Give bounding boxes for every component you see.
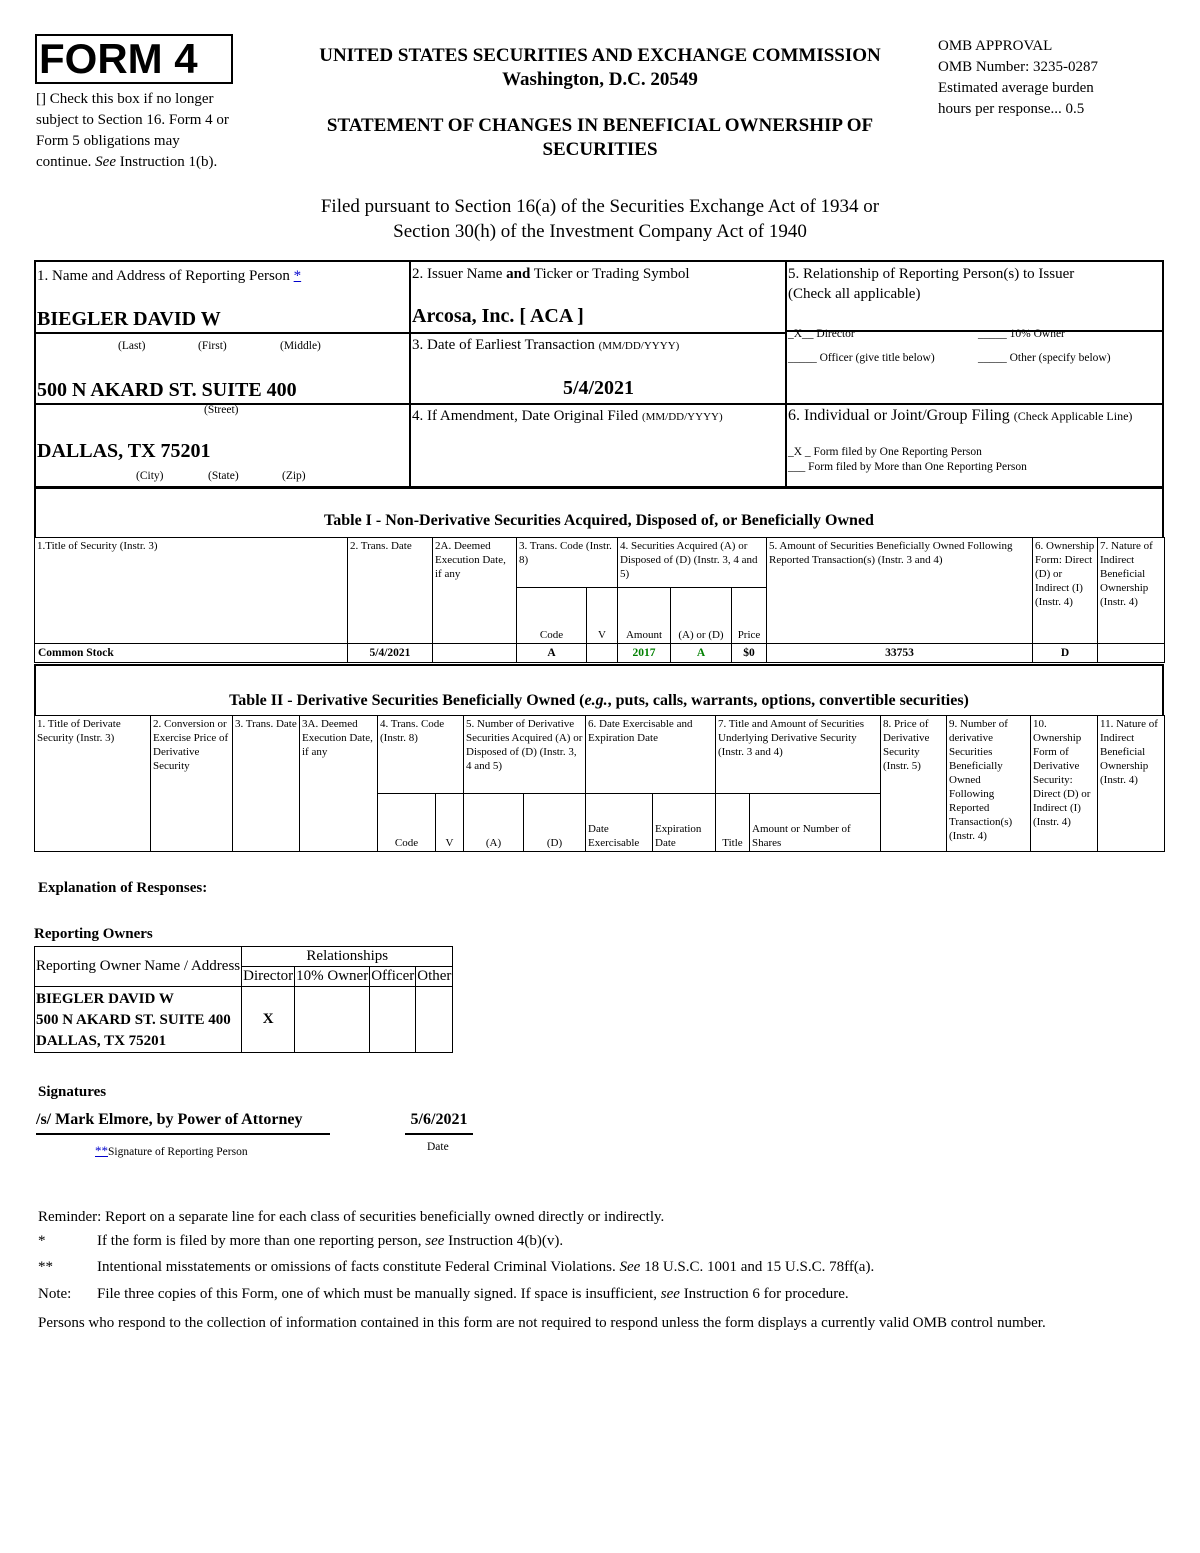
- other-checkbox[interactable]: _____ Other (specify below): [978, 352, 1111, 364]
- statement-title: STATEMENT OF CHANGES IN BENEFICIAL OWNERSHIP OF SECURITIES: [326, 115, 874, 160]
- street-address: 500 N AKARD ST. SUITE 400: [37, 379, 297, 401]
- box5-label: 5. Relationship of Reporting Person(s) to Issuer (Check all applicable): [788, 266, 1075, 302]
- date-caption: Date: [427, 1141, 449, 1153]
- footnote-note: File three copies of this Form, one of which must be manually signed. If space is insufficient, see Instruction 6 for procedure.: [97, 1286, 849, 1302]
- filed-pursuant: Filed pursuant to Section 16(a) of the Securities Exchange Act of 1934 or Section 30(h) of the Investment Company Act of 1940: [320, 196, 880, 242]
- signatures-heading: Signatures: [38, 1084, 107, 1100]
- one-person-option[interactable]: _X _ Form filed by One Reporting Person: [788, 446, 982, 458]
- omb-notice: Persons who respond to the collection of information contained in this form are not required to respond unless the form displays a currently valid OMB control number.: [38, 1315, 1046, 1331]
- box4-label: 4. If Amendment, Date Original Filed (MM/DD/YYYY): [412, 408, 723, 424]
- reporting-person-name: BIEGLER DAVID W: [37, 308, 221, 330]
- city-state-zip: DALLAS, TX 75201: [37, 440, 211, 462]
- box3-label: 3. Date of Earliest Transaction (MM/DD/YYYY): [412, 337, 680, 353]
- omb-approval: OMB APPROVAL OMB Number: 3235-0287 Estimated average burden hours per response... 0.5: [938, 38, 1098, 117]
- issuer-name: Arcosa, Inc. [ ACA ]: [412, 305, 584, 327]
- footnote-star-link[interactable]: *: [293, 268, 302, 284]
- footnote-2: Intentional misstatements or omissions of facts constitute Federal Criminal Violations. See 18 U.S.C. 1001 and 15 U.S.C. 78ff(a).: [97, 1259, 875, 1275]
- agency-title: UNITED STATES SECURITIES AND EXCHANGE COMMISSION Washington, D.C. 20549: [319, 45, 881, 90]
- check-box-note: [] Check this box if no longer subject to Section 16. Form 4 or Form 5 obligations may continue. See Instruction 1(b).: [36, 91, 229, 170]
- table1: 1.Title of Security (Instr. 3) 2. Trans. Date 2A. Deemed Execution Date, if any 3. Trans. Code (Instr. 8) 4. Securities Acquired (A) or Disposed of (D) (Instr. 3, 4 and 5) 5. Amount of Securities Beneficially Owned Following Reported Transaction(s) (Instr. 3 and 4) 6. Ownership Form: Direct (D) or Indirect (I) (Instr. 4) 7. Nature of Indirect Beneficial Ownership (Instr. 4) Code V Amount (A) or (D) Price Common Stock 5/4/2021 A 2017 A $0 33753 D: [34, 537, 1165, 663]
- footnote-1: If the form is filed by more than one reporting person, see Instruction 4(b)(v).: [97, 1233, 564, 1249]
- reporting-info-grid: 1. Name and Address of Reporting Person * BIEGLER DAVID W (Last) (First) (Middle) 500 N AKARD ST. SUITE 400 (Street) DALLAS, TX 75201 (City) (State) (Zip) 2. Issuer Name and Ticker or Trading Symbol Arcosa, Inc. [ ACA ] 3. Date of Earliest Transaction (MM/DD/YYYY) 5/4/2021 4. If Amendment, Date Original Filed (MM/DD/YYYY) 5. Relationship of Reporting Person(s) to Issuer (Check all applicable) _X__ Director _____ 10% Owner _____ Officer (give title below) _____ Other (specify below) 6. Individual or Joint/Group Filing (Check Applicable Line) _X _ Form filed by One Reporting Person ___ Form filed by More than One Reporting Person: [34, 260, 1164, 488]
- director-checkbox[interactable]: _X__ Director: [788, 328, 855, 340]
- table2-caption: Table II - Derivative Securities Beneficially Owned (e.g., puts, calls, warrants, options, convertible securities): [34, 664, 1164, 715]
- ten-pct-owner-checkbox[interactable]: _____ 10% Owner: [978, 328, 1065, 340]
- earliest-transaction-date: 5/4/2021: [562, 377, 635, 399]
- reporting-owners-heading: Reporting Owners: [34, 926, 153, 942]
- signature-date: 5/6/2021: [405, 1111, 473, 1135]
- footnote-double-star-link[interactable]: **: [95, 1143, 108, 1158]
- multi-person-option[interactable]: ___ Form filed by More than One Reporting Person: [788, 461, 1027, 473]
- box2-label: 2. Issuer Name and Ticker or Trading Symbol: [412, 266, 690, 282]
- box6-label: 6. Individual or Joint/Group Filing (Check Applicable Line): [788, 407, 1133, 424]
- officer-checkbox[interactable]: _____ Officer (give title below): [788, 352, 935, 364]
- signature-caption: **Signature of Reporting Person: [95, 1143, 248, 1158]
- form-title: FORM 4: [35, 34, 233, 84]
- signature-name: /s/ Mark Elmore, by Power of Attorney: [36, 1111, 330, 1135]
- table-row: Common Stock 5/4/2021 A 2017 A $0 33753 D: [35, 644, 1165, 663]
- box1-label: 1. Name and Address of Reporting Person *: [37, 268, 302, 284]
- table2: 1. Title of Derivate Security (Instr. 3) 2. Conversion or Exercise Price of Derivative Security 3. Trans. Date 3A. Deemed Execution Date, if any 4. Trans. Code (Instr. 8) 5. Number of Derivative Securities Acquired (A) or Disposed of (D) (Instr. 3, 4 and 5) 6. Date Exercisable and Expiration Date 7. Title and Amount of Securities Underlying Derivative Security (Instr. 3 and 4) 8. Price of Derivative Security (Instr. 5) 9. Number of derivative Securities Beneficially Owned Following Reported Transaction(s) (Instr. 4) 10. Ownership Form of Derivative Security: Direct (D) or Indirect (I) (Instr. 4) 11. Nature of Indirect Beneficial Ownership (Instr. 4) Code V (A) (D) Date Exercisable Expiration Date Title Amount or Number of Shares: [34, 715, 1165, 852]
- reporting-owners-table: Reporting Owner Name / Address Relationships Director 10% Owner Officer Other BIEGLER DAVID W 500 N AKARD ST. SUITE 400 DALLAS, TX 75201 X: [34, 946, 453, 1053]
- reminder: Reminder: Report on a separate line for each class of securities beneficially owned directly or indirectly.: [38, 1209, 665, 1225]
- table1-caption: Table I - Non-Derivative Securities Acquired, Disposed of, or Beneficially Owned: [34, 487, 1164, 537]
- explanation-heading: Explanation of Responses:: [38, 880, 208, 896]
- table-row: BIEGLER DAVID W 500 N AKARD ST. SUITE 400 DALLAS, TX 75201 X: [35, 987, 453, 1053]
